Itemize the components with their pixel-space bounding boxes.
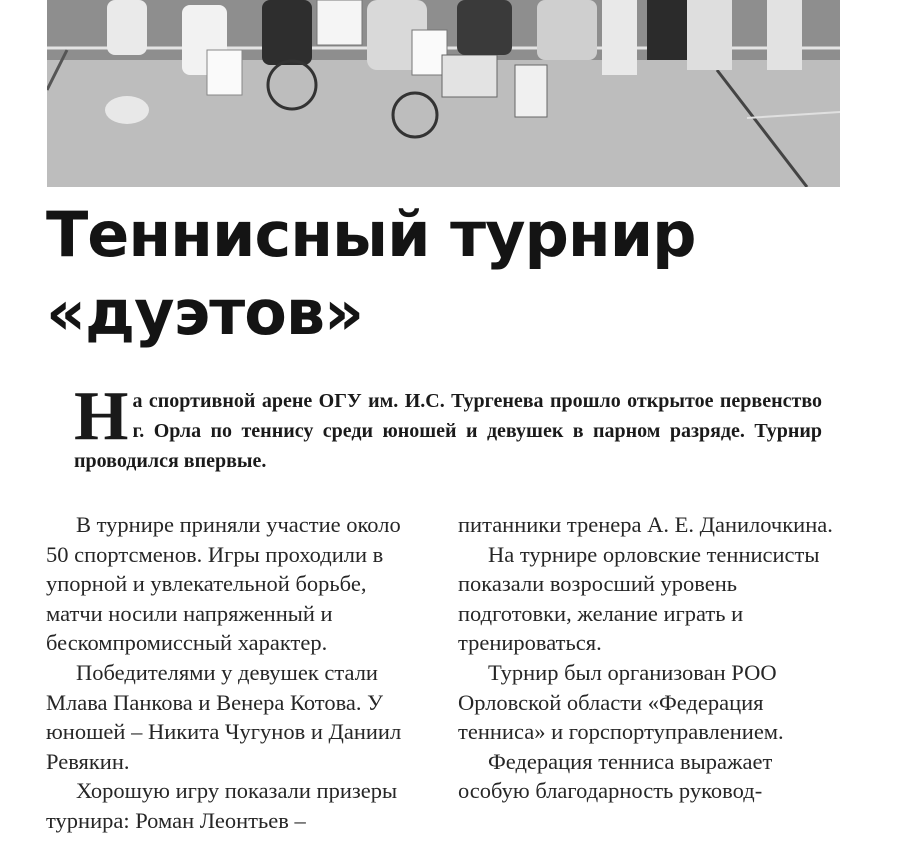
paragraph: Хорошую игру показали призеры турнира: Роман Леонтьев – — [46, 778, 398, 833]
paragraph: питанники тренера А. Е. Данилочкина. — [458, 512, 833, 537]
headline-line-1: Теннисный турнир — [46, 198, 696, 271]
paragraph: Турнир был организован РОО Орловской области «Федерация тенниса» и горспортуправлением. — [458, 659, 784, 745]
article-lead — [74, 378, 822, 476]
article-headline — [46, 196, 846, 352]
lead-text: а спортивной арене ОГУ им. И.С. Тургенева прошло открытое первенство г. Орла по теннису среди юношей и девушек в парном разряде. Турнир проводился впервые. — [74, 390, 822, 472]
paragraph: На турнире орловские теннисисты показали возросший уровень подготовки, желание играть и тренироваться. — [458, 541, 820, 656]
drop-cap: Н — [74, 378, 129, 455]
paragraph: В турнире приняли участие около 50 спортсменов. Игры проходили в упорной и увлекательной борьбе, матчи носили напряженный и бескомпромиссный характер. — [46, 512, 401, 656]
headline-line-2: «дуэтов» — [46, 276, 364, 349]
tennis-team-photo — [47, 0, 840, 187]
article-photo — [47, 0, 840, 187]
article-column-2 — [458, 510, 833, 806]
paragraph: Победителями у девушек стали Млава Панкова и Венера Котова. У юношей – Никита Чугунов и Даниил Ревякин. — [46, 659, 402, 774]
article-column-1 — [46, 510, 421, 836]
paragraph: Федерация тенниса выражает особую благодарность руковод- — [458, 748, 773, 804]
